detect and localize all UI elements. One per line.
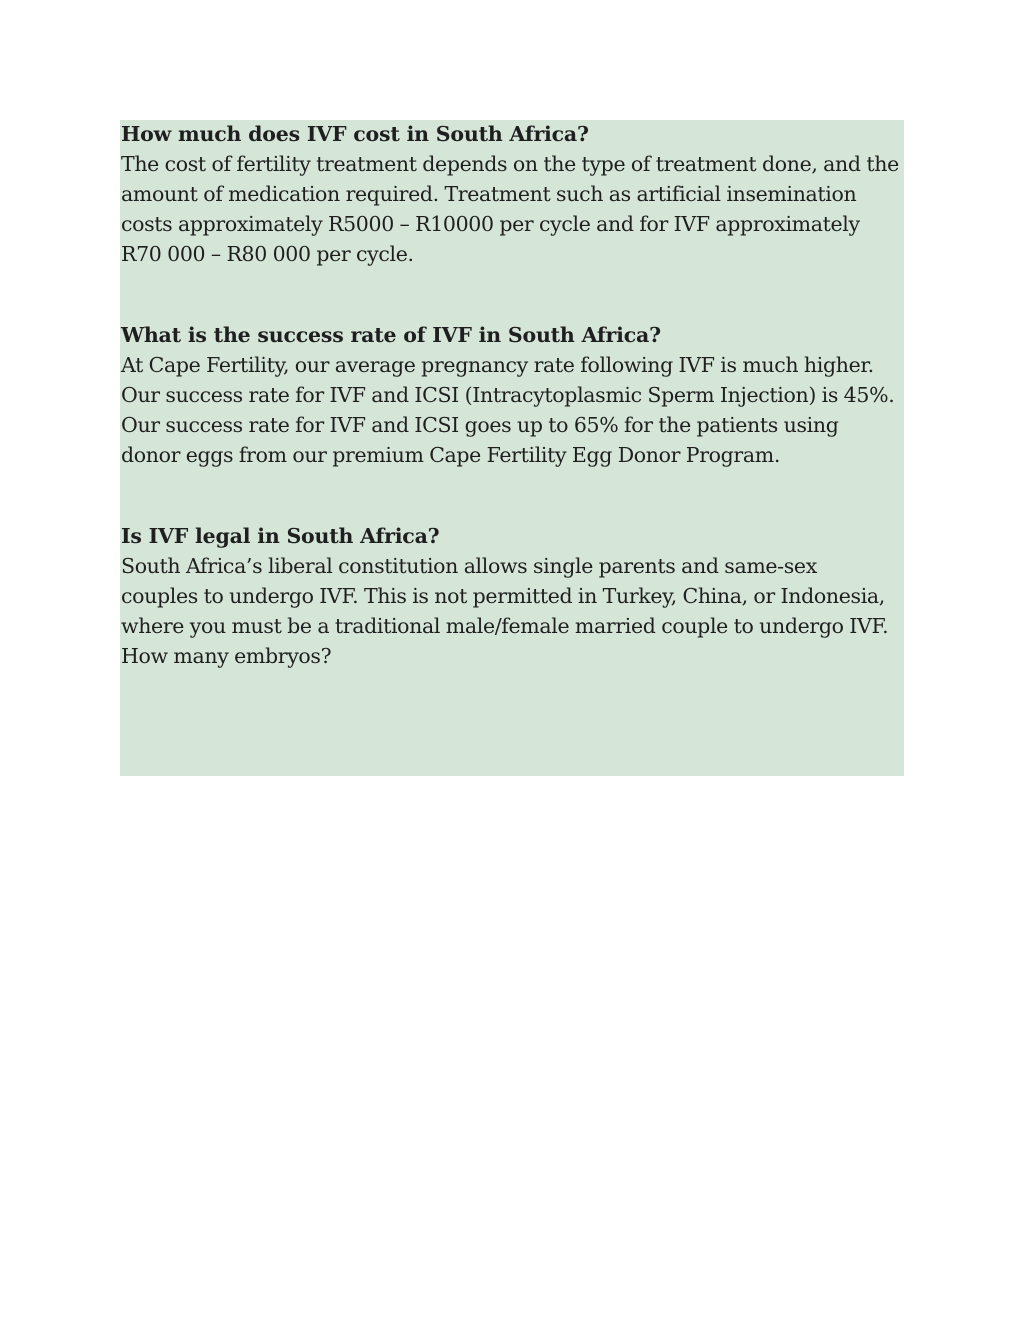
faq-answer: At Cape Fertility, our average pregnancy rate following IVF is much higher. Our success rate for IVF and ICSI (Intracytoplasmic Sperm Injection) is 45%. Our success rate for IVF and ICSI goes up to 65% for the patients using donor eggs from our premium Cape Fertility Egg Donor Program. [121, 353, 895, 467]
faq-item-ivf-cost [121, 119, 899, 269]
faq-answer: South Africa’s liberal constitution allows single parents and same-sex couples to undergo IVF. This is not permitted in Turkey, China, or Indonesia, where you must be a traditional male/female married couple to undergo IVF. How many embryos? [121, 554, 889, 668]
faq-question: Is IVF legal in South Africa? [121, 524, 440, 548]
faq-item-success-rate [121, 320, 899, 470]
faq-section [120, 120, 904, 776]
faq-answer: The cost of fertility treatment depends on the type of treatment done, and the amount of medication required. Treatment such as artificial insemination costs approximately R5000 – R10000 per cycle and for IVF approximately R70 000 – R80 000 per cycle. [121, 152, 899, 266]
faq-item-legality [121, 521, 899, 671]
faq-question: What is the success rate of IVF in South Africa? [121, 323, 661, 347]
faq-question: How much does IVF cost in South Africa? [121, 122, 589, 146]
